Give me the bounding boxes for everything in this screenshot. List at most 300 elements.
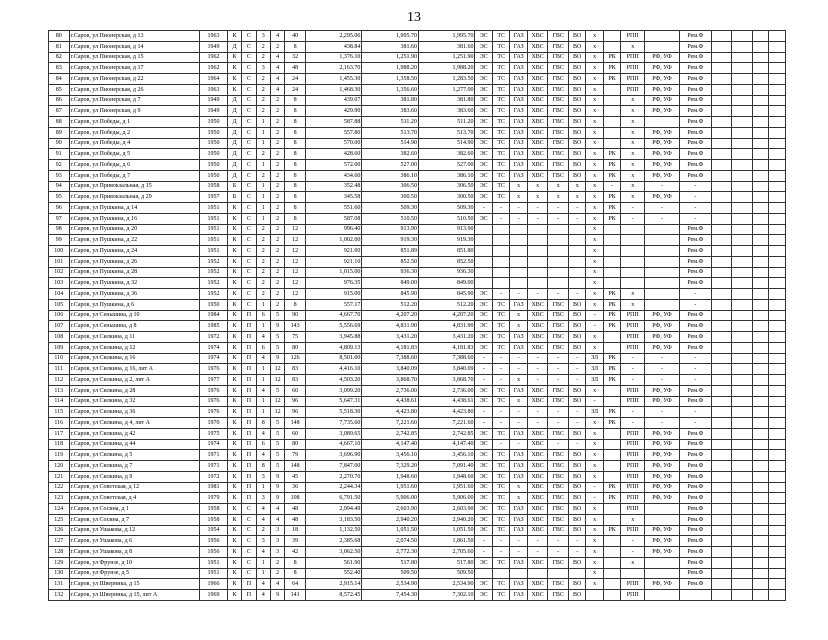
table-cell: ГВС [548, 127, 569, 138]
table-cell [645, 235, 680, 246]
table-cell [752, 579, 768, 590]
table-cell: РПП [621, 493, 645, 504]
table-cell: 3,431.20 [418, 332, 475, 343]
table-cell: х [586, 213, 603, 224]
table-cell: Рем.Ф [679, 31, 711, 42]
table-cell: 2,772.30 [362, 547, 419, 558]
table-cell: 4 [270, 84, 284, 95]
table-cell [510, 568, 527, 579]
table-cell [603, 385, 620, 396]
table-cell: 111 [49, 364, 70, 375]
table-cell [752, 461, 768, 472]
table-cell: ТС [492, 332, 509, 343]
table-cell [732, 342, 753, 353]
table-cell: РФ, УФ [645, 471, 680, 482]
table-cell [603, 536, 620, 547]
table-cell [769, 514, 786, 525]
table-cell: 2 [256, 74, 270, 85]
table-cell: - [645, 407, 680, 418]
table-cell [752, 278, 768, 289]
table-cell [769, 95, 786, 106]
table-cell: ЭС [475, 31, 492, 42]
table-cell: 1951 [200, 235, 228, 246]
table-cell: ЭС [475, 127, 492, 138]
table-cell [568, 246, 585, 257]
table-cell [475, 235, 492, 246]
table-cell [752, 149, 768, 160]
table-cell [732, 579, 753, 590]
table-cell: х [586, 557, 603, 568]
table-cell: ТС [492, 181, 509, 192]
table-cell: ГВС [548, 450, 569, 461]
table-cell [492, 224, 509, 235]
table-cell: ЗЛ [586, 364, 603, 375]
table-cell: 2 [270, 557, 284, 568]
table-cell: 4 [256, 547, 270, 558]
table-cell [732, 213, 753, 224]
table-cell: 90 [49, 138, 70, 149]
table-cell: х [586, 471, 603, 482]
table-cell: 5,556.69 [305, 321, 362, 332]
table-cell [711, 138, 732, 149]
table-cell: ГВС [548, 514, 569, 525]
table-cell [769, 246, 786, 257]
table-cell: ГАЗ [510, 31, 527, 42]
table-cell: х [621, 299, 645, 310]
table-cell: 1962 [200, 63, 228, 74]
table-cell: ЭС [475, 289, 492, 300]
table-cell: 1,251.90 [362, 52, 419, 63]
table-cell: 18 [285, 525, 306, 536]
table-cell [475, 224, 492, 235]
table-cell: ХВС [527, 471, 548, 482]
table-cell [732, 364, 753, 375]
table-cell: РФ, УФ [645, 160, 680, 171]
table-cell: ГВС [548, 41, 569, 52]
table-cell: ТС [492, 579, 509, 590]
table-cell: Рем.Ф [679, 471, 711, 482]
table-cell: К [227, 84, 241, 95]
table-cell: К [227, 557, 241, 568]
table-cell [769, 41, 786, 52]
table-cell: - [492, 536, 509, 547]
table-cell: С [242, 181, 256, 192]
table-cell: 4 [256, 428, 270, 439]
table-cell: 511.20 [418, 117, 475, 128]
table-cell [732, 514, 753, 525]
table-cell: г.Саров, ул Силкина, д 5 [69, 450, 200, 461]
table-cell: 4,831.90 [418, 321, 475, 332]
table-cell: 1971 [200, 461, 228, 472]
table-cell: - [621, 418, 645, 429]
table-cell: Рем.Ф [679, 439, 711, 450]
table-cell: - [510, 213, 527, 224]
table-cell: - [621, 364, 645, 375]
table-cell: 12 [285, 246, 306, 257]
table-cell: 110 [49, 353, 70, 364]
table-cell: 1,002.00 [305, 235, 362, 246]
table-cell: 1,951.60 [418, 482, 475, 493]
table-cell: 512.20 [362, 299, 419, 310]
table-cell: 1,468.30 [305, 84, 362, 95]
table-cell: г.Саров, ул Силкина, д 44 [69, 439, 200, 450]
table-cell: ЭС [475, 504, 492, 515]
table-cell: ЭС [475, 332, 492, 343]
table-cell: 2,742.85 [362, 428, 419, 439]
table-cell [752, 547, 768, 558]
table-cell: РПП [621, 439, 645, 450]
table-cell [752, 138, 768, 149]
table-cell: С [242, 160, 256, 171]
table-cell: 845.90 [362, 289, 419, 300]
table-cell: 557.17 [305, 299, 362, 310]
table-cell: П [242, 439, 256, 450]
table-cell: х [586, 385, 603, 396]
table-cell: 1,951.60 [362, 482, 419, 493]
table-cell: ТС [492, 106, 509, 117]
table-cell: Рем.Ф [679, 525, 711, 536]
table-cell: 1976 [200, 396, 228, 407]
table-cell: Рем.Ф [679, 84, 711, 95]
table-cell: х [586, 514, 603, 525]
table-cell: 4,207.20 [362, 310, 419, 321]
table-cell: 3,456.10 [362, 450, 419, 461]
table-row [49, 439, 786, 450]
table-cell [603, 471, 620, 482]
table-cell: 105 [49, 299, 70, 310]
table-cell: 132 [49, 590, 70, 601]
table-cell: 587.88 [305, 117, 362, 128]
table-row [49, 504, 786, 515]
table-cell: ГАЗ [510, 41, 527, 52]
table-cell [711, 504, 732, 515]
table-cell [603, 117, 620, 128]
table-cell: 2,742.85 [418, 428, 475, 439]
table-cell: ХВС [527, 385, 548, 396]
table-cell: ЭС [475, 41, 492, 52]
table-cell: г.Саров, ул Шверника, д 15, лит А [69, 590, 200, 601]
table-cell: ГВС [548, 557, 569, 568]
table-cell: ХВС [527, 138, 548, 149]
table-cell: Рем.Ф [679, 138, 711, 149]
table-cell: - [568, 289, 585, 300]
table-cell: ВО [568, 461, 585, 472]
table-cell [603, 514, 620, 525]
table-cell: г.Саров, ул Советская, д 12 [69, 482, 200, 493]
table-cell: г.Саров, ул Силкина, д 7 [69, 461, 200, 472]
table-cell: 85 [49, 84, 70, 95]
table-cell: ГВС [548, 428, 569, 439]
table-cell: 9 [270, 471, 284, 482]
table-cell: 570.00 [305, 138, 362, 149]
table-cell: РФ, УФ [645, 127, 680, 138]
table-row [49, 493, 786, 504]
table-cell [711, 557, 732, 568]
table-cell [752, 192, 768, 203]
table-cell: 143 [285, 321, 306, 332]
table-cell: ВО [568, 106, 585, 117]
table-cell: Рем.Ф [679, 493, 711, 504]
table-cell: К [227, 568, 241, 579]
table-cell: х [586, 450, 603, 461]
table-cell: ГВС [548, 52, 569, 63]
table-cell: ГАЗ [510, 149, 527, 160]
table-cell: - [510, 418, 527, 429]
table-cell: ТС [492, 160, 509, 171]
table-cell [711, 224, 732, 235]
table-cell: 3,183.50 [305, 514, 362, 525]
table-cell: К [227, 504, 241, 515]
table-cell: - [527, 547, 548, 558]
table-cell: ТС [492, 170, 509, 181]
table-cell [548, 235, 569, 246]
table-cell [752, 364, 768, 375]
table-cell: - [475, 203, 492, 214]
table-cell: 1970 [200, 418, 228, 429]
table-cell: С [242, 547, 256, 558]
table-cell: ТС [492, 299, 509, 310]
table-cell: 84 [49, 74, 70, 85]
table-cell: 2 [270, 224, 284, 235]
table-cell: 126 [285, 353, 306, 364]
table-cell: ТС [492, 385, 509, 396]
table-cell [603, 278, 620, 289]
table-cell [732, 439, 753, 450]
table-cell [475, 568, 492, 579]
table-cell: - [492, 375, 509, 386]
table-cell: ХВС [527, 95, 548, 106]
table-cell: 2 [256, 246, 270, 257]
table-cell: - [527, 353, 548, 364]
table-cell: г.Саров, ул Силкина, д 2, лит А [69, 375, 200, 386]
table-cell: 4 [270, 31, 284, 42]
table-cell: х [586, 579, 603, 590]
table-cell: П [242, 579, 256, 590]
table-cell [752, 450, 768, 461]
table-cell: ГАЗ [510, 471, 527, 482]
table-cell: х [568, 181, 585, 192]
table-cell [711, 450, 732, 461]
table-cell: П [242, 482, 256, 493]
table-cell: К [227, 278, 241, 289]
table-cell: РПП [621, 461, 645, 472]
table-cell: 5 [270, 418, 284, 429]
table-cell: Б [227, 192, 241, 203]
table-cell: ХВС [527, 299, 548, 310]
table-cell [621, 568, 645, 579]
table-cell: - [586, 482, 603, 493]
table-cell: 1,995.70 [362, 31, 419, 42]
table-cell: С [242, 106, 256, 117]
table-cell: ВО [568, 52, 585, 63]
table-cell: - [568, 439, 585, 450]
table-cell: 2 [270, 160, 284, 171]
table-cell: 1952 [200, 256, 228, 267]
table-cell [603, 590, 620, 601]
table-cell: 4,438.61 [418, 396, 475, 407]
table-cell: 12 [270, 375, 284, 386]
table-cell: 4 [270, 74, 284, 85]
table-cell: ЭС [475, 471, 492, 482]
table-cell: 4 [256, 514, 270, 525]
table-cell [752, 170, 768, 181]
table-cell: 7,221.60 [362, 418, 419, 429]
table-cell [752, 160, 768, 171]
table-cell: ВО [568, 299, 585, 310]
table-cell: К [227, 514, 241, 525]
table-row [49, 471, 786, 482]
table-cell: - [568, 213, 585, 224]
table-cell [711, 235, 732, 246]
table-cell: РФ, УФ [645, 95, 680, 106]
table-row [49, 149, 786, 160]
table-cell: 42 [285, 547, 306, 558]
table-cell: ГВС [548, 525, 569, 536]
table-cell [568, 256, 585, 267]
table-cell: 4,503.20 [305, 375, 362, 386]
table-cell: ГАЗ [510, 590, 527, 601]
table-cell: ТС [492, 504, 509, 515]
table-cell: 9 [270, 590, 284, 601]
table-cell: 509.30 [362, 203, 419, 214]
table-cell: х [510, 493, 527, 504]
table-cell: 1 [256, 375, 270, 386]
table-cell: х [586, 149, 603, 160]
table-cell: К [227, 74, 241, 85]
table-cell [711, 342, 732, 353]
table-cell: Рем.Ф [679, 106, 711, 117]
table-cell: 434.60 [305, 170, 362, 181]
table-cell [752, 525, 768, 536]
table-cell: 123 [49, 493, 70, 504]
table-cell: ГВС [548, 138, 569, 149]
table-cell: 8 [285, 106, 306, 117]
table-cell: Рем.Ф [679, 450, 711, 461]
table-cell [769, 52, 786, 63]
table-cell: х [586, 192, 603, 203]
table-cell: 6,791.50 [305, 493, 362, 504]
table-cell: - [475, 407, 492, 418]
table-cell [769, 203, 786, 214]
table-cell [475, 267, 492, 278]
table-cell: 1952 [200, 278, 228, 289]
table-cell: РПП [621, 332, 645, 343]
table-cell: 976.35 [305, 278, 362, 289]
table-cell: 513.70 [362, 127, 419, 138]
table-cell: - [621, 353, 645, 364]
table-cell: х [621, 117, 645, 128]
table-cell [769, 160, 786, 171]
table-cell: Рем.Ф [679, 149, 711, 160]
table-cell: ГАЗ [510, 84, 527, 95]
table-cell: П [242, 375, 256, 386]
table-cell: С [242, 557, 256, 568]
table-cell: Рем.Ф [679, 170, 711, 181]
table-cell: 83 [285, 364, 306, 375]
table-cell: П [242, 590, 256, 601]
table-cell: Д [227, 138, 241, 149]
table-cell: х [586, 342, 603, 353]
table-cell [711, 547, 732, 558]
table-cell: 2 [270, 568, 284, 579]
table-cell [586, 590, 603, 601]
table-cell: г.Саров, ул Пушкина, д 24 [69, 246, 200, 257]
table-cell: 4,667.70 [305, 310, 362, 321]
table-cell: - [679, 203, 711, 214]
table-cell: 4,147.40 [362, 439, 419, 450]
table-cell: РПП [621, 321, 645, 332]
table-cell [769, 321, 786, 332]
table-cell: 381.60 [418, 41, 475, 52]
table-cell: К [227, 267, 241, 278]
table-cell: 81 [49, 41, 70, 52]
table-row [49, 375, 786, 386]
table-cell: х [586, 117, 603, 128]
table-cell [711, 213, 732, 224]
table-cell: 511.20 [362, 117, 419, 128]
table-cell [711, 160, 732, 171]
table-cell: ГВС [548, 63, 569, 74]
table-cell: ВО [568, 321, 585, 332]
table-cell: - [568, 536, 585, 547]
table-cell: РФ, УФ [645, 428, 680, 439]
table-cell: 103 [49, 278, 70, 289]
table-row [49, 450, 786, 461]
table-cell [548, 267, 569, 278]
table-cell: - [510, 203, 527, 214]
table-cell: - [548, 213, 569, 224]
table-cell: х [586, 536, 603, 547]
table-cell: 126 [49, 525, 70, 536]
table-cell: х [621, 181, 645, 192]
table-cell: ГВС [548, 299, 569, 310]
table-cell: - [548, 364, 569, 375]
table-cell: 7,454.30 [362, 590, 419, 601]
table-cell [752, 557, 768, 568]
table-cell: ТС [492, 557, 509, 568]
table-cell: РФ, УФ [645, 439, 680, 450]
table-cell: ГВС [548, 579, 569, 590]
table-cell [711, 84, 732, 95]
table-cell: ВО [568, 74, 585, 85]
table-cell: ЭС [475, 439, 492, 450]
table-cell: 8 [285, 138, 306, 149]
table-cell: - [568, 407, 585, 418]
table-cell: ЭС [475, 52, 492, 63]
table-cell: 513.70 [418, 127, 475, 138]
table-cell: Д [227, 106, 241, 117]
table-cell: 1,455.30 [305, 74, 362, 85]
table-cell: 1,358.50 [362, 74, 419, 85]
table-cell: 127 [49, 536, 70, 547]
table-cell: 1958 [200, 514, 228, 525]
table-cell [769, 450, 786, 461]
table-cell [732, 117, 753, 128]
table-cell: ТС [492, 31, 509, 42]
table-cell [769, 170, 786, 181]
table-cell [752, 482, 768, 493]
table-cell [527, 256, 548, 267]
table-cell: 2 [270, 192, 284, 203]
table-cell: РК [603, 493, 620, 504]
table-cell: г.Саров, ул Пионерская, д 17 [69, 63, 200, 74]
table-cell: ХВС [527, 170, 548, 181]
table-cell: ХВС [527, 149, 548, 160]
table-cell [603, 568, 620, 579]
table-cell: С [242, 95, 256, 106]
table-cell: ЗЛ [586, 353, 603, 364]
table-cell [769, 471, 786, 482]
